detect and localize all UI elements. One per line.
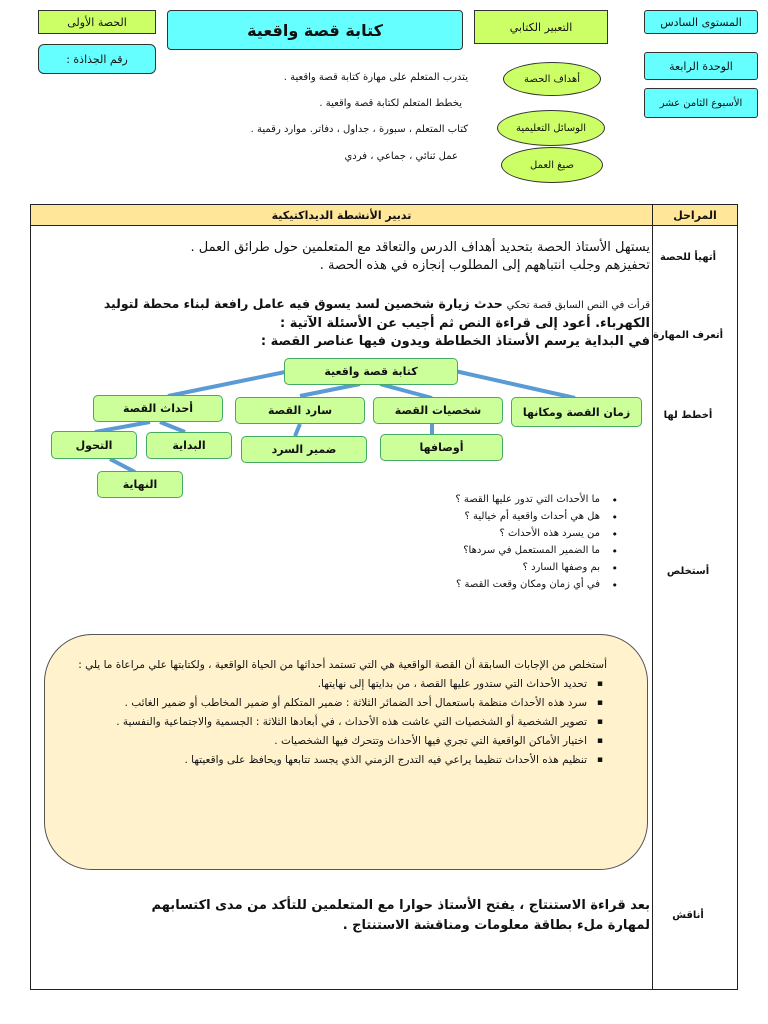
node-transformation: التحول bbox=[51, 431, 137, 459]
list-item: ▪ سرد هذه الأحداث منظمة باستعمال أحد الضمائر الثلاثة : ضمير المتكلم أو ضمير المخاطب أو ضمير الغائب . bbox=[75, 695, 607, 712]
conclusion-intro: أستخلص من الإجابات السابقة أن القصة الواقعية هي التي تستمد أحداثها من الحياة الواقعية ، ولكتابتها علي مراعاة ما يلي : bbox=[78, 659, 607, 671]
connector-narrator-pronoun bbox=[295, 424, 300, 436]
node-time-place: زمان القصة ومكانها bbox=[511, 397, 642, 427]
connector-root-characters bbox=[380, 384, 432, 398]
connector-root-narrator bbox=[300, 384, 360, 396]
stage-warmup: أتهيأ للحصة bbox=[659, 252, 717, 263]
subject-label: التعبير الكتابي bbox=[509, 20, 573, 34]
stage-skill: أتعرف المهارة bbox=[652, 330, 724, 341]
node-root: كتابة قصة واقعية bbox=[284, 358, 458, 385]
card-number-label: رقم الجذاذة : bbox=[66, 52, 128, 66]
stage-conclude: أستخلص bbox=[666, 566, 710, 577]
node-characters: شخصيات القصة bbox=[373, 397, 503, 424]
skill-line-1-small: قرأت في النص السابق قصة تحكي bbox=[506, 300, 650, 311]
skill-line-2: الكهرباء. أعود إلى قراءة النص ثم أجيب عن الأسئلة الآتية : bbox=[280, 316, 650, 331]
connector-root-timeplace bbox=[455, 371, 575, 398]
node-ending: النهاية bbox=[97, 471, 183, 498]
node-beginning: البداية bbox=[146, 432, 232, 459]
goal-line-2: يخطط المتعلم لكتابة قصة واقعية . bbox=[319, 98, 462, 109]
work-forms-oval: صيغ العمل bbox=[501, 147, 603, 183]
warmup-line-2: تحفيزهم وجلب انتباههم إلى المطلوب إنجازه في هذه الحصة . bbox=[319, 258, 650, 273]
list-item: • من يسرد هذه الأحداث ؟ bbox=[358, 528, 618, 545]
skill-line-3: في البداية يرسم الأستاذ الخطاطة ويدون فيها عناصر القصة : bbox=[260, 334, 650, 349]
conclusion-box bbox=[44, 634, 648, 870]
list-item: ▪ اختيار الأماكن الواقعية التي تجري فيها الأحداث وتتحرك فيها الشخصيات . bbox=[75, 733, 607, 750]
list-item: • بم وصفها السارد ؟ bbox=[358, 562, 618, 579]
means-oval: الوسائل التعليمية bbox=[497, 110, 605, 146]
discussion-text: بعد قراءة الاستنتاج ، يفتح الأستاذ حوارا مع المتعلمين للتأكد من مدى اكتسابهم لمهارة ملء بطاقة معلومات ومناقشة الاستنتاج . bbox=[151, 898, 650, 933]
session-label: الحصة الأولى bbox=[67, 15, 127, 29]
activities-header: تدبير الأنشطة الديداكتيكية bbox=[30, 204, 653, 226]
list-item: • ما الأحداث التي تدور عليها القصة ؟ bbox=[358, 494, 618, 511]
questions-list bbox=[358, 494, 618, 596]
list-item: ▪ تحديد الأحداث التي ستدور عليها القصة ، من بدايتها إلى نهايتها. bbox=[75, 676, 607, 693]
level-label: المستوى السادس bbox=[660, 15, 742, 29]
unit-label: الوحدة الرابعة bbox=[669, 59, 733, 73]
goal-line-1: يتدرب المتعلم على مهارة كتابة قصة واقعية . bbox=[283, 72, 468, 83]
node-descriptions: أوصافها bbox=[380, 434, 503, 461]
conclusion-list bbox=[75, 676, 607, 769]
list-item: ▪ تنظيم هذه الأحداث تنظيما يراعي فيه التدرج الزمني الذي يجسد تتابعها ويحافظ على واقعيتها . bbox=[75, 752, 607, 769]
work-forms-line: عمل ثنائي ، جماعي ، فردي bbox=[344, 151, 458, 162]
warmup-line-1: يستهل الأستاذ الحصة بتحديد أهداف الدرس والتعاقد مع المتعلمين حول طرائق العمل . bbox=[190, 240, 650, 255]
list-item: • ما الضمير المستعمل في سردها؟ bbox=[358, 545, 618, 562]
stage-plan: أخطط لها bbox=[663, 410, 713, 421]
lesson-title: كتابة قصة واقعية bbox=[247, 20, 383, 40]
goals-oval: أهداف الحصة bbox=[503, 62, 601, 96]
week-label: الأسبوع الثامن عشر bbox=[659, 97, 743, 109]
connector-events-beginning bbox=[160, 422, 185, 432]
list-item: • في أي زمان ومكان وقعت القصة ؟ bbox=[358, 579, 618, 596]
means-line: كتاب المتعلم ، سبورة ، جداول ، دفاتر. موارد رقمية . bbox=[250, 124, 468, 135]
node-events: أحداث القصة bbox=[93, 395, 223, 422]
stages-header: المراحل bbox=[652, 204, 738, 226]
list-item: • هل هي أحداث واقعية أم خيالية ؟ bbox=[358, 511, 618, 528]
skill-line-1-big: حدث زيارة شخصين لسد يسوق فيه عامل رافعة لبناء محطة لتوليد bbox=[103, 296, 503, 311]
connector-root-events bbox=[168, 371, 290, 396]
node-narration-pronoun: ضمير السرد bbox=[241, 436, 367, 463]
node-narrator: سارد القصة bbox=[235, 397, 365, 424]
list-item: ▪ تصوير الشخصية أو الشخصيات التي عاشت هذه الأحداث ، في أبعادها الثلاثة : الجسمية والاجتماعية والنفسية . bbox=[75, 714, 607, 731]
stage-discuss: أناقش bbox=[672, 910, 704, 921]
